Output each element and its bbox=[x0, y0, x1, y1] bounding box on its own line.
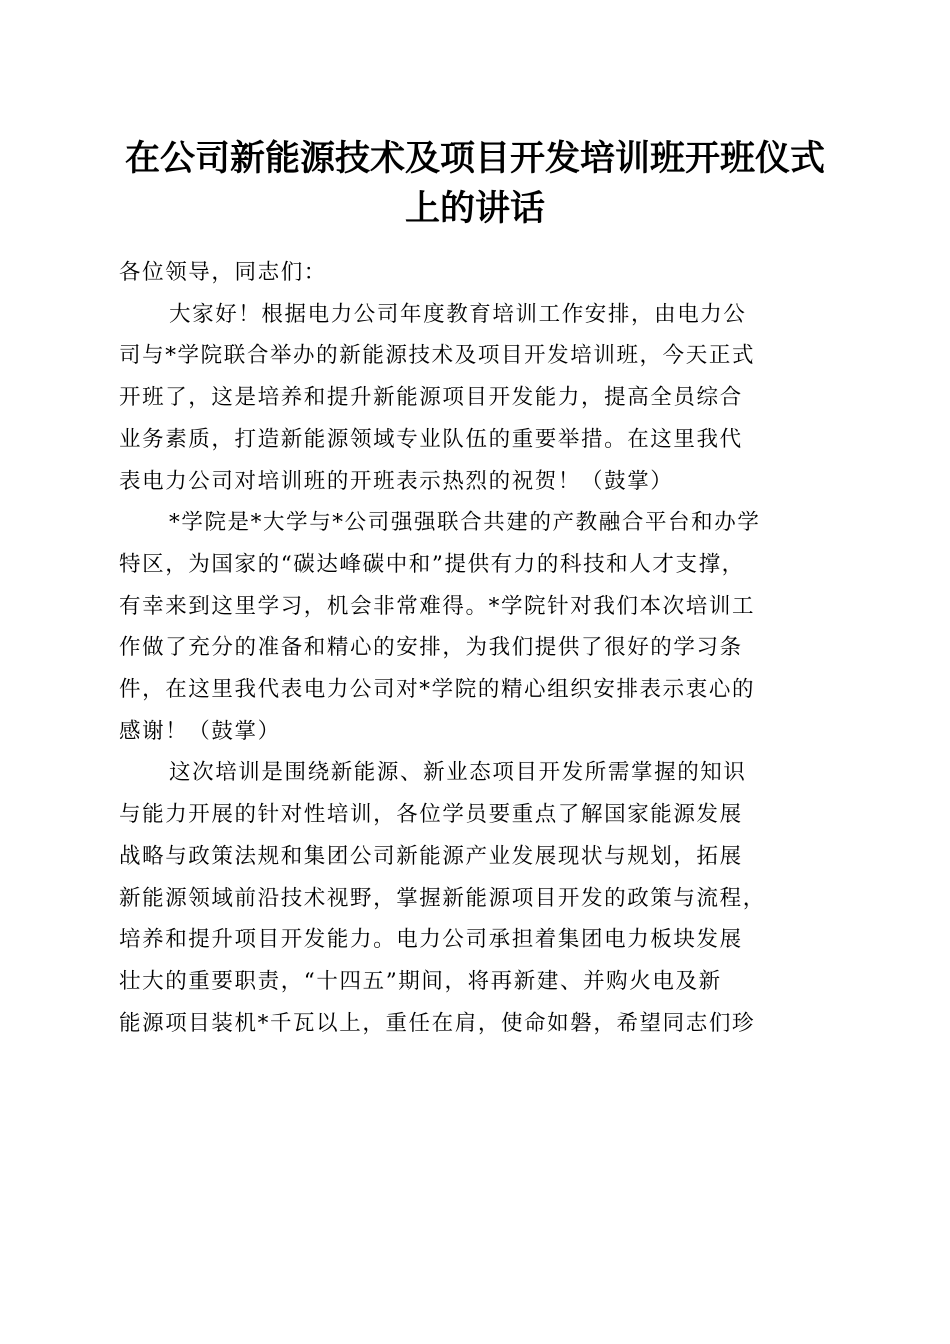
text-line: 有幸来到这里学习，机会非常难得。*学院针对我们本次培训工 bbox=[119, 593, 756, 619]
text-line: 大家好！根据电力公司年度教育培训工作安排，由电力公 bbox=[169, 301, 747, 327]
text-line: 业务素质，打造新能源领域专业队伍的重要举措。在这里我代 bbox=[119, 426, 743, 452]
text-line: 培养和提升项目开发能力。电力公司承担着集团电力板块发展 bbox=[119, 927, 743, 953]
text-line: 开班了，这是培养和提升新能源项目开发能力，提高全员综合 bbox=[119, 385, 743, 411]
text-line: 感谢！（鼓掌） bbox=[119, 718, 281, 744]
text-line: 特区，为国家的“碳达峰碳中和”提供有力的科技和人才支撑， bbox=[119, 551, 745, 577]
paragraph-2 bbox=[119, 502, 831, 752]
text-line: 能源项目装机*千瓦以上，重任在肩，使命如磐，希望同志们珍 bbox=[119, 1010, 756, 1036]
salutation: 各位领导，同志们： bbox=[119, 260, 327, 285]
text-line: 新能源领域前沿技术视野，掌握新能源项目开发的政策与流程， bbox=[119, 885, 766, 911]
text-line: 作做了充分的准备和精心的安排，为我们提供了很好的学习条 bbox=[119, 635, 743, 661]
text-line: 件，在这里我代表电力公司对*学院的精心组织安排表示衷心的 bbox=[119, 677, 756, 703]
text-line: 与能力开展的针对性培训，各位学员要重点了解国家能源发展 bbox=[119, 802, 743, 828]
document-body bbox=[119, 252, 831, 1044]
paragraph-1 bbox=[119, 294, 831, 503]
title-line: 上的讲话 bbox=[404, 188, 545, 229]
document-title bbox=[100, 134, 850, 234]
text-line: 壮大的重要职责，“十四五”期间，将再新建、并购火电及新 bbox=[119, 968, 722, 994]
text-line: 这次培训是围绕新能源、新业态项目开发所需掌握的知识 bbox=[169, 760, 747, 786]
text-line: *学院是*大学与*公司强强联合共建的产教融合平台和办学 bbox=[169, 510, 761, 536]
text-line: 表电力公司对培训班的开班表示热烈的祝贺！（鼓掌） bbox=[119, 468, 674, 494]
title-line: 在公司新能源技术及项目开发培训班开班仪式 bbox=[124, 138, 825, 179]
text-line: 司与*学院联合举办的新能源技术及项目开发培训班，今天正式 bbox=[119, 343, 756, 369]
paragraph-3 bbox=[119, 752, 831, 1044]
text-line: 战略与政策法规和集团公司新能源产业发展现状与规划，拓展 bbox=[119, 843, 743, 869]
